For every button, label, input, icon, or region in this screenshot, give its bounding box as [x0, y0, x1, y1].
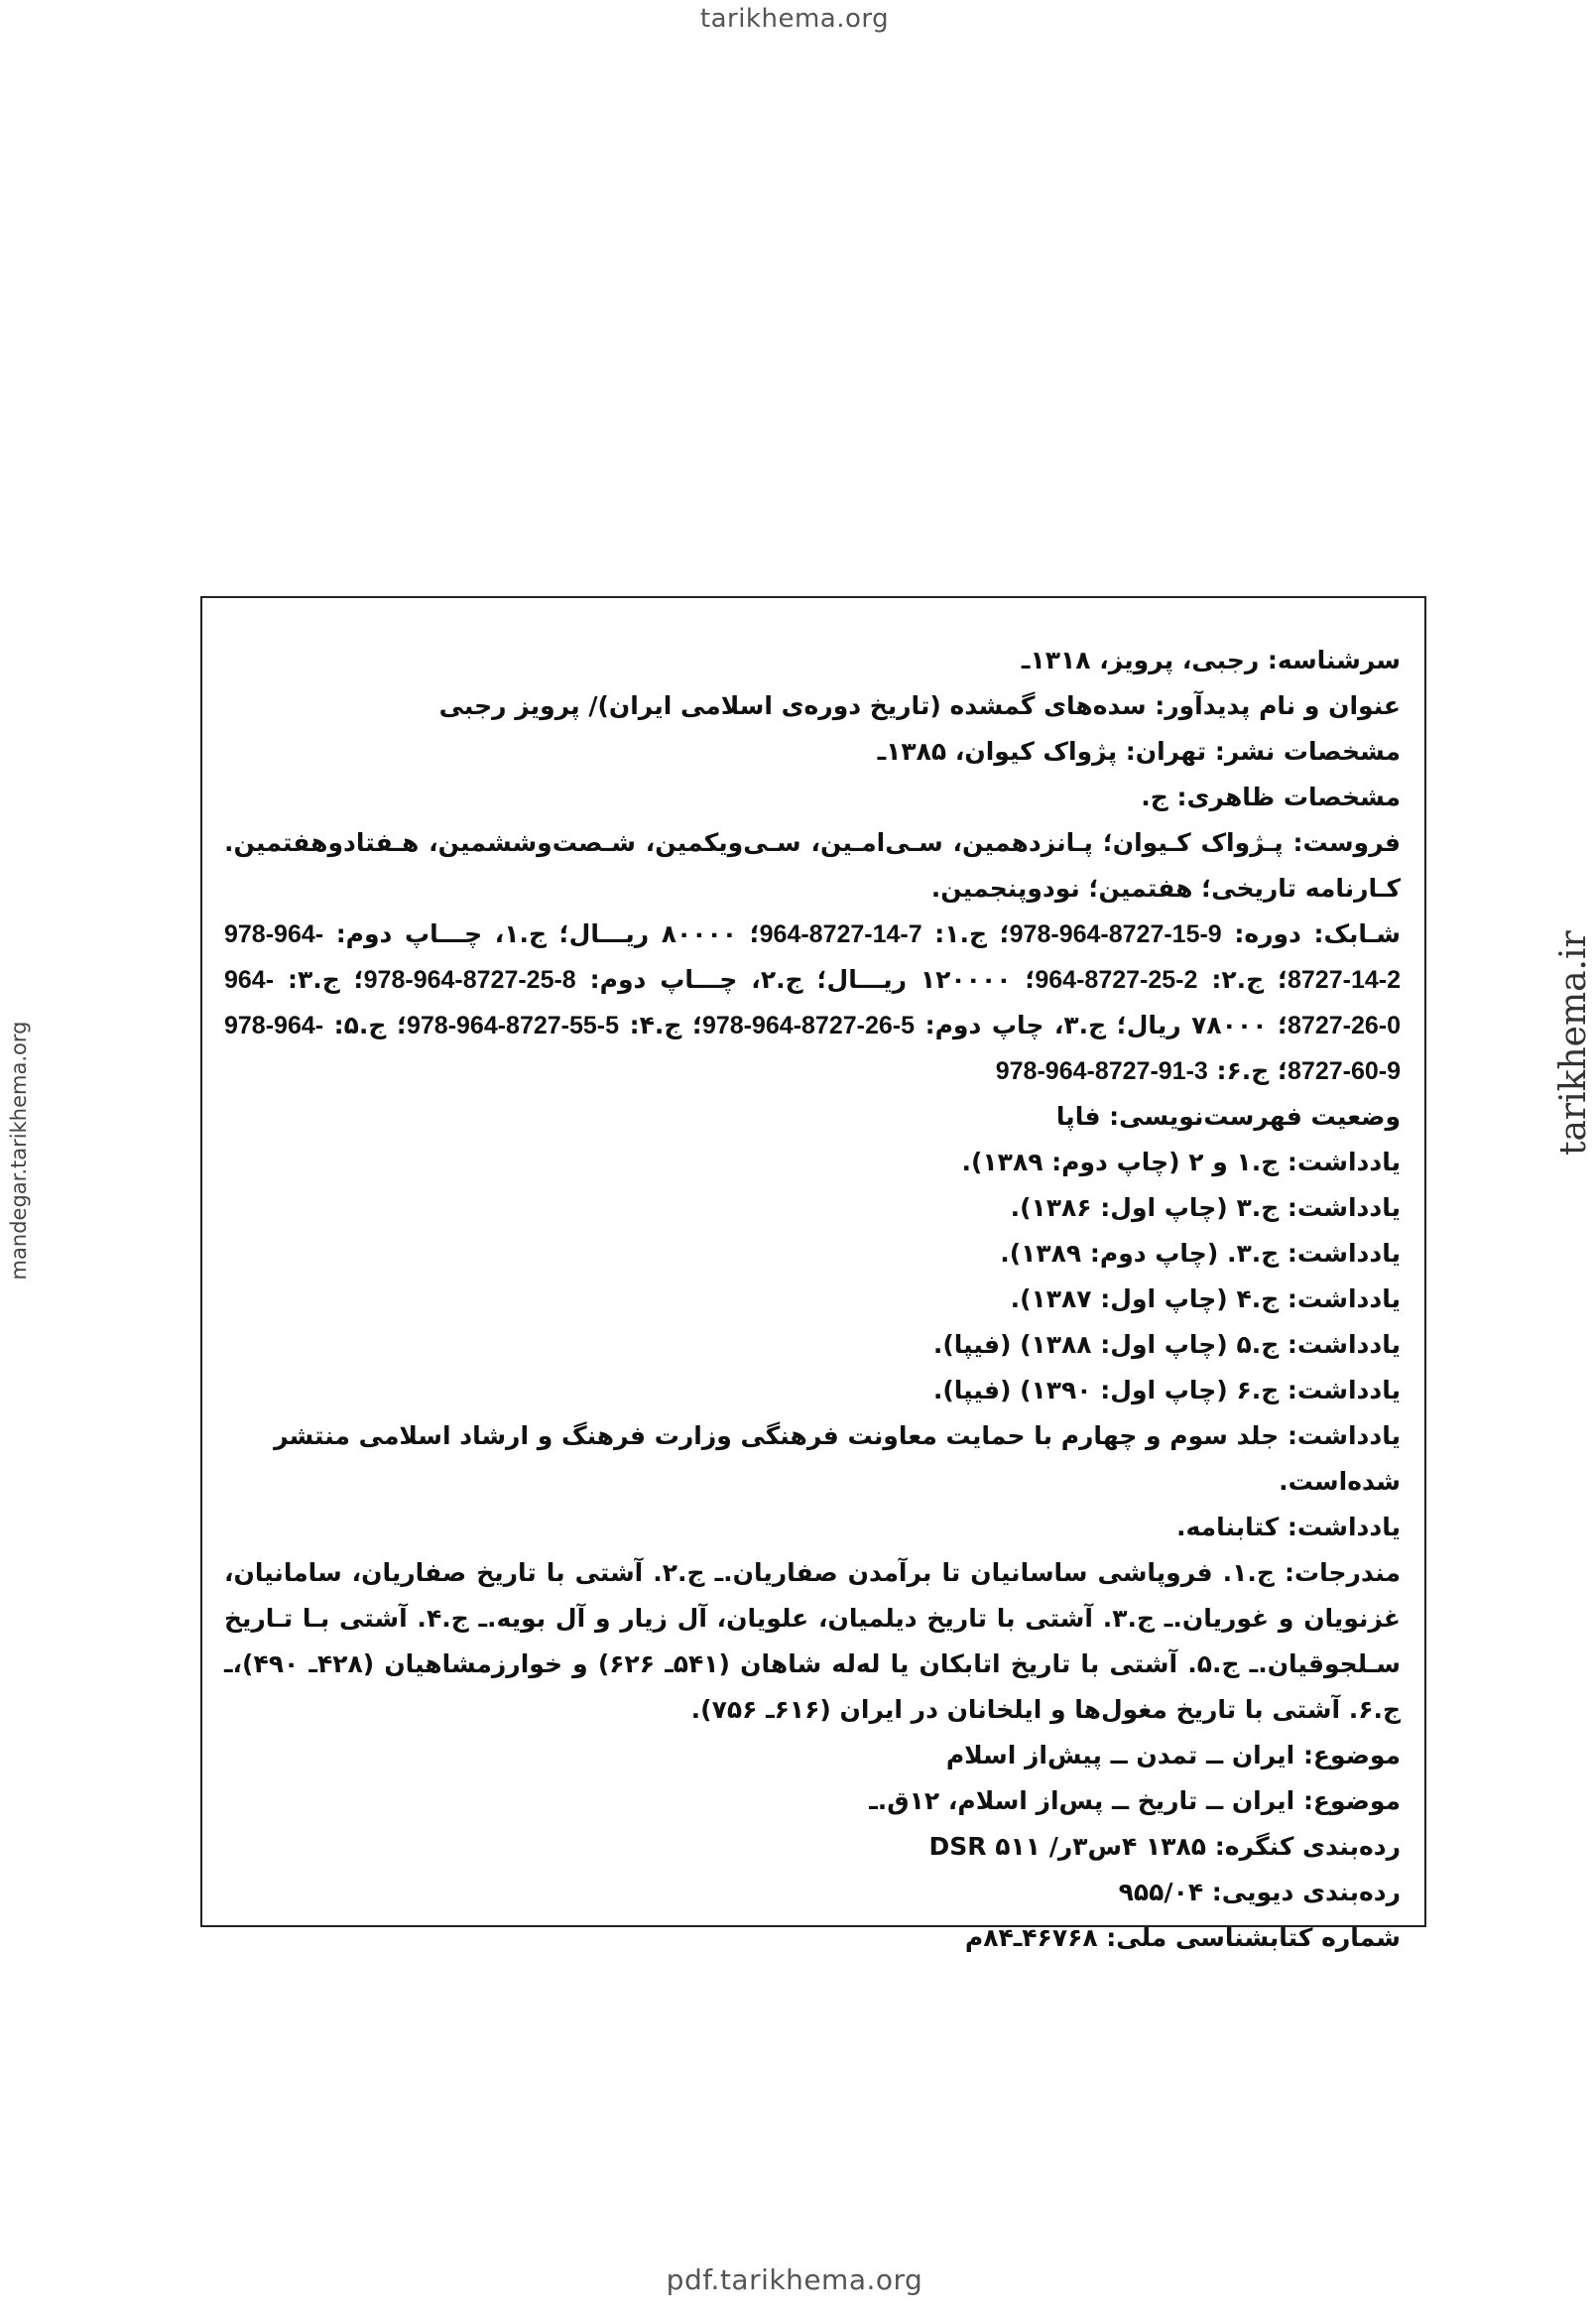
isbn-v3-ed2: 978-964-8727-26-5: [701, 1012, 916, 1039]
isbn-v6: 978-964-8727-91-3: [995, 1057, 1208, 1085]
isbn-v2-price: ؛ ۱۲۰۰۰۰ ریـــال؛ ج.۲، چـــاپ دوم:: [589, 965, 1036, 994]
catalog-physical: مشخصات ظاهری: ج.: [1141, 783, 1401, 811]
catalog-subject: موضوع: ایران ــ تمدن ــ پیش‌از اسلام: [945, 1741, 1401, 1769]
catalog-isbn: [224, 912, 1401, 1094]
isbn-v1-price: ؛ ۸۰۰۰۰ ریـــال؛ ج.۱، چـــاپ دوم:: [335, 919, 760, 948]
catalog-note: یادداشت: ج.۶ (چاپ اول: ۱۳۹۰) (فیپا).: [932, 1376, 1401, 1404]
watermark-top: tarikhema.org: [699, 4, 890, 34]
catalog-note: یادداشت: ج.۵ (چاپ اول: ۱۳۸۸) (فیپا).: [932, 1330, 1401, 1359]
isbn-v3-price: ؛ ۷۸۰۰۰ ریال؛ ج.۳، چاپ دوم:: [924, 1011, 1289, 1039]
catalog-series: فروست: پـژواک کـیوان؛ پـانزدهمین، سـی‌امـین، سـی‌ویکمین، شـصت‌وششمین، هـفتادوهفتمین. کـارنامه تاریخی؛ هفتمین؛ نودوپنجمین.: [224, 828, 1401, 903]
isbn-v6-label: ؛ ج.۶:: [1216, 1056, 1289, 1085]
isbn-v1-ed2: 978-964-8727-14-2: [224, 920, 1401, 994]
catalog-dewey-class: رده‌بندی دیویی: ۹۵۵/۰۴: [1118, 1878, 1401, 1906]
catalog-note: یادداشت: کتابنامه.: [1175, 1513, 1401, 1541]
catalog-note: یادداشت: جلد سوم و چهارم با حمایت معاونت فرهنگی وزارت فرهنگ و ارشاد اسلامی منتشر شده‌است.: [274, 1421, 1401, 1496]
isbn-v2: 964-8727-25-2: [1035, 966, 1198, 994]
watermark-bottom: pdf.tarikhema.org: [666, 2263, 923, 2296]
watermark-left: mandegar.tarikhema.org: [7, 1021, 31, 1280]
isbn-v4-label: ؛ ج.۴:: [629, 1011, 702, 1039]
catalog-publication: مشخصات نشر: تهران: پژواک کیوان، ۱۳۸۵ـ: [877, 737, 1401, 766]
catalog-note: یادداشت: ج.۳ (چاپ اول: ۱۳۸۶).: [1010, 1193, 1401, 1222]
catalog-national-number: شماره کتابشناسی ملی: ۴۶۷۶۸ـ۸۴م: [964, 1923, 1401, 1952]
isbn-v5-label: ؛ ج.۵:: [333, 1011, 407, 1039]
isbn-v5: 978-964-8727-60-9: [224, 1012, 1401, 1085]
isbn-set: 978-964-8727-15-9: [1009, 920, 1222, 948]
isbn-v2-label: ؛ ج.۲:: [1211, 965, 1288, 994]
catalog-record-box: [200, 596, 1426, 1952]
catalog-title: عنوان و نام پدیدآور: سده‌های گمشده (تاریخ دوره‌ی اسلامی ایران)/ پرویز رجبی: [438, 691, 1401, 720]
isbn-v1: 964-8727-14-7: [759, 920, 922, 948]
isbn-label: شـابک: دوره:: [1234, 919, 1401, 948]
catalog-note: یادداشت: ج.۳. (چاپ دوم: ۱۳۸۹).: [1000, 1239, 1401, 1268]
catalog-subject: موضوع: ایران ــ تاریخ ــ پس‌از اسلام، ۱۲ق.ـ: [869, 1786, 1401, 1815]
isbn-v4: 978-964-8727-55-5: [406, 1012, 620, 1039]
catalog-heading: سرشناسه: رجبی، پرویز، ۱۳۱۸ـ: [1021, 646, 1401, 674]
isbn-v3-label: ؛ ج.۳:: [287, 965, 364, 994]
catalog-lc-class: رده‌بندی کنگره: ۱۳۸۵ ۴س۳ر/ DSR ۵۱۱: [928, 1832, 1401, 1861]
isbn-v2-ed2: 978-964-8727-25-8: [363, 966, 576, 994]
catalog-status: وضعیت فهرست‌نویسی: فاپا: [1055, 1102, 1401, 1131]
isbn-v3: 964-8727-26-0: [224, 966, 1401, 1039]
catalog-note: یادداشت: ج.۱ و ۲ (چاپ دوم: ۱۳۸۹).: [961, 1148, 1401, 1176]
catalog-contents: مندرجات: ج.۱. فروپاشی ساسانیان تا برآمدن صفاریان.ـ ج.۲. آشتی با تاریخ صفاریان، سامانیان، غزنویان و غوریان.ـ ج.۳. آشتی با تاریخ دیلمیان، علویان، آل زیار و آل بویه.ـ ج.۴. آشتی بـا تـاریخ سـلجوقیان.ـ ج.۵. آشتی با تاریخ اتابکان یا لەله شاهان (۵۴۱ـ ۶۲۶) و خوارزمشاهیان (۴۲۸ـ ۴۹۰)،ـ ج.۶. آشتی با تاریخ مغول‌ها و ایلخانان در ایران (۶۱۶ـ ۷۵۶).: [224, 1558, 1402, 1724]
isbn-v1-label: ؛ ج.۱:: [934, 919, 1010, 948]
catalog-note: یادداشت: ج.۴ (چاپ اول: ۱۳۸۷).: [1010, 1284, 1401, 1313]
watermark-right: tarikhema.ir: [1553, 930, 1594, 1156]
